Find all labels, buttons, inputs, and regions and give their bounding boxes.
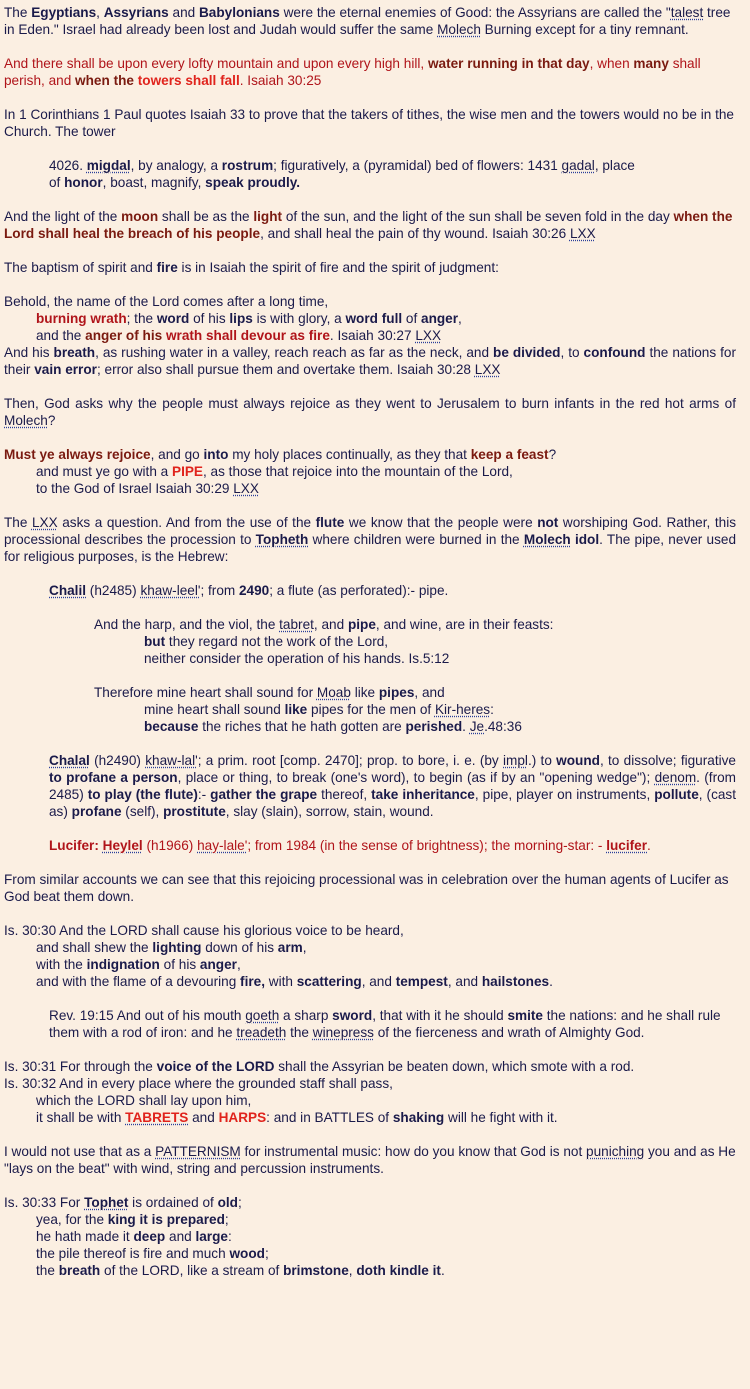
para-isaiah-30-33: Is. 30:33 For Tophet is ordained of old; yea, for the king it is prepared; he hath made it deep and large: the pile thereof is fire and much wood; the breath of the LORD, like a stream of brimstone, doth kindle it. [4,1195,445,1278]
para-isaiah-30-27: Behold, the name of the Lord comes after a long time, burning wrath; the word of his lips is with glory, a word full of anger, and the anger of his wrath shall devour as fire. Isaiah 30:27 LXX And his breath, as rushing water in a valley, reach reach as far as the neck, and be divided, to confound the nations for their vain error; error also shall pursue them and overtake them. Isaiah 30:28 LXX [4,294,736,377]
link-winepress[interactable]: winepress [312,1025,374,1040]
para-isaiah-30-26: And the light of the moon shall be as the light of the sun, and the light of the sun shall be seven fold in the day when the Lord shall heal the breach of his people, and shall heal the pain of thy wound. Isaiah 30:26 LXX [4,209,733,241]
link-patternism[interactable]: PATTERNISM [155,1144,241,1159]
link-je[interactable]: Je [469,719,485,734]
link-lxx[interactable]: LXX [31,515,58,530]
link-moab[interactable]: Moab [316,685,351,700]
link-migdal[interactable]: migdal [86,158,131,173]
link-goeth[interactable]: goeth [245,1008,280,1023]
para-rejoice-question: Then, God asks why the people must always rejoice as they went to Jerusalem to burn infants in the red hot arms of Molech? [4,396,736,428]
link-gadal[interactable]: gadal [561,158,595,173]
link-impl[interactable]: impl [503,753,528,768]
quote-lucifer: Lucifer: Heylel (h1966) hay-lale'; from 1984 (in the sense of brightness); the morning-star: - lucifer. [49,838,651,853]
link-chalal[interactable]: Chalal [49,753,90,768]
para-baptism: The baptism of spirit and fire is in Isaiah the spirit of fire and the spirit of judgment: [4,260,499,275]
link-tabret[interactable]: tabret [279,617,314,632]
link-hay-lale[interactable]: hay-lale' [197,838,248,853]
para-isaiah-30-29: Must ye always rejoice, and go into my holy places continually, as they that keep a feast? and must ye go with a PIPE, as those that rejoice into the mountain of the Lord, to the God of Israel Isaiah 30:29 LXX [4,447,557,496]
para-enemies: The Egyptians, Assyrians and Babylonians were the eternal enemies of Good: the Assyrians are called the "talest tree in Eden." Israel had already been lost and Judah would suffer the same Molech Burning except for a tiny remnant. [4,5,731,37]
link-tabrets[interactable]: TABRETS [125,1110,189,1125]
link-chalil[interactable]: Chalil [49,583,87,598]
link-kir-heres[interactable]: Kir-heres [434,702,491,717]
link-puniching[interactable]: puniching [586,1144,645,1159]
link-lxx[interactable]: LXX [415,328,442,343]
para-isaiah-30-25: And there shall be upon every lofty mountain and upon every high hill, water running in that day, when many shall perish, and when the towers shall fall. Isaiah 30:25 [4,56,701,88]
quote-rev-19-15: Rev. 19:15 And out of his mouth goeth a sharp sword, that with it he should smite the nations: and he shall rule them with a rod of iron: and he treadeth the winepress of the fierceness and wrath of Almighty God. [49,1008,721,1040]
link-heylel[interactable]: Heylel [102,838,143,853]
para-flute: The LXX asks a question. And from the use of the flute we know that the people were not worshiping God. Rather, this processional describes the procession to Topheth where children were burned in the Molech idol. The pipe, never used for religious purposes, is the Hebrew: [4,515,737,564]
para-patternism: I would not use that as a PATTERNISM for instrumental music: how do you know that God is not puniching you and as He "lays on the beat" with wind, string and percussion instruments. [4,1144,736,1176]
quote-migdal: 4026. migdal, by analogy, a rostrum; figuratively, a (pyramidal) bed of flowers: 1431 gadal, place of honor, boast, magnify, speak proudly. [49,158,635,190]
link-molech[interactable]: Molech [437,22,481,37]
para-similar-accounts: From similar accounts we can see that this rejoicing processional was in celebration over the human agents of Lucifer as God beat them down. [4,872,729,904]
link-topheth[interactable]: Topheth [255,532,309,547]
quote-chalil: Chalil (h2485) khaw-leel'; from 2490; a flute (as perforated):- pipe. [49,583,449,598]
link-lxx[interactable]: LXX [569,226,596,241]
link-treadeth[interactable]: treadeth [236,1025,287,1040]
para-isaiah-30-30: Is. 30:30 And the LORD shall cause his glorious voice to be heard, and shall shew the lighting down of his arm, with the indignation of his anger, and with the flame of a devouring fire, with scattering, and tempest, and hailstones. [4,923,553,989]
link-lxx[interactable]: LXX [233,481,259,496]
link-molech[interactable]: Molech [523,532,571,547]
link-tophet[interactable]: Tophet [84,1195,129,1210]
link-lxx[interactable]: LXX [474,362,501,377]
link-molech[interactable]: Molech [4,413,48,428]
quote-jeremiah-48-36: Therefore mine heart shall sound for Moab like pipes, and mine heart shall sound like pipes for the men of Kir-heres: because the riches that he hath gotten are perished. Je.48:36 [94,685,522,734]
link-khaw-leel[interactable]: khaw-leel' [140,583,201,598]
link-khaw-lal[interactable]: khaw-lal' [145,753,198,768]
para-corinthians: In 1 Corinthians 1 Paul quotes Isaiah 33 to prove that the takers of tithes, the wise men and the towers would no be in the Church. The tower [4,107,734,139]
quote-isaiah-5-12: And the harp, and the viol, the tabret, and pipe, and wine, are in their feasts: but they regard not the work of the Lord, neither consider the operation of his hands. Is.5:12 [94,617,554,666]
link-talest[interactable]: talest [670,5,704,20]
quote-chalal: Chalal (h2490) khaw-lal'; a prim. root [comp. 2470]; prop. to bore, i. e. (by impl.) to wound, to dissolve; figurative to profane a person, place or thing, to break (one's word), to begin (as if by an "opening wedge"); denom. (from 2485) to play (the flute):- gather the grape thereof, take inheritance, pipe, player on instruments, pollute, (cast as) profane (self), prostitute, slay (slain), sorrow, stain, wound. [49,753,736,819]
para-isaiah-30-31: Is. 30:31 For through the voice of the LORD shall the Assyrian be beaten down, which smote with a rod. Is. 30:32 And in every place where the grounded staff shall pass, which the LORD shall lay upon him, it shall be with TABRETS and HARPS: and in BATTLES of shaking will he fight with it. [4,1059,635,1125]
link-denom[interactable]: denom [654,770,697,785]
link-lucifer[interactable]: lucifer [606,838,648,853]
